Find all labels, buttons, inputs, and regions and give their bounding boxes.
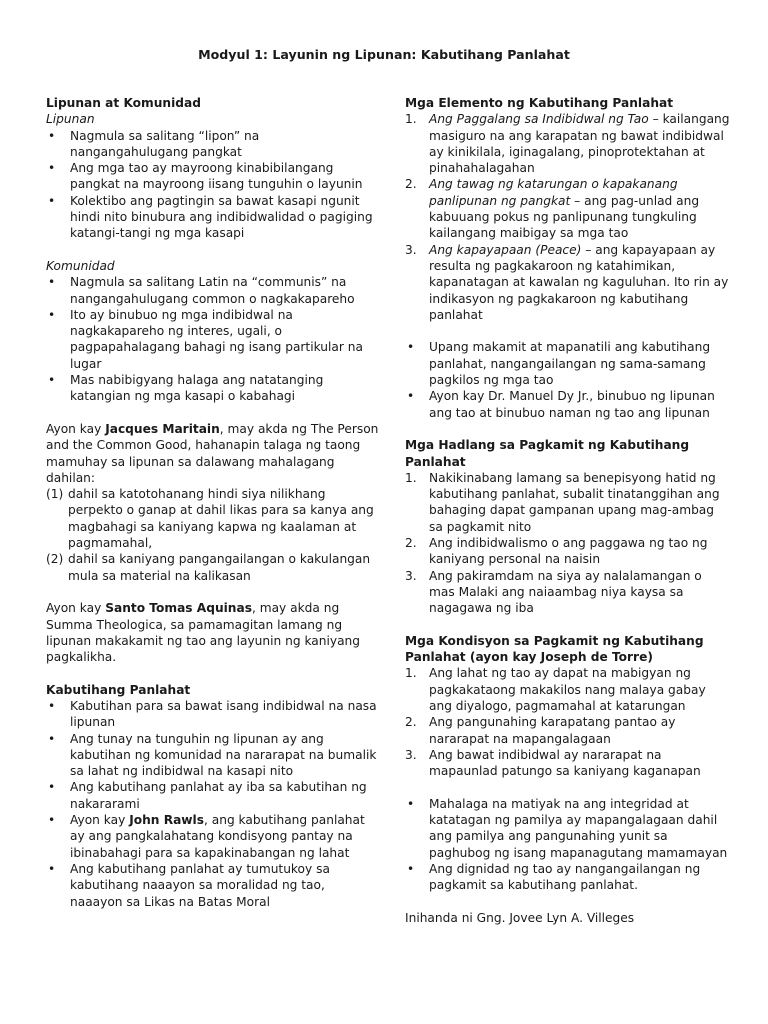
- left-column: [46, 95, 381, 910]
- item-number: 1.: [405, 470, 417, 485]
- maritain-text: , may akda ng The Person and the Common Good, hahanapin talaga ng taong mamuhay sa lipunan sa dalawang mahalagang dahilan:: [46, 421, 379, 485]
- maritain-prefix: Ayon kay: [46, 421, 106, 436]
- item-term: Ang tawag ng katarungan o kapakanang panlipunan ng pangkat: [429, 177, 678, 208]
- list-item: • Mas nabibigyang halaga ang natatanging katangian ng mga kasapi o kabahagi: [46, 372, 381, 405]
- list-item: • Nagmula sa salitang Latin na “communis” na nangangahulugang common o nagkakapareho: [46, 274, 381, 307]
- list-item: • Ayon kay Dr. Manuel Dy Jr., binubuo ng lipunan ang tao at binubuo naman ng tao ang lipunan: [405, 388, 731, 421]
- item-text: Nakikinabang lamang sa benepisyong hatid ng kabutihang panlahat, subalit tinatanggihan ang bahaging dapat gampanan upang mag-ambag sa pagkamit nito: [429, 470, 720, 534]
- item-number: 3.: [405, 242, 417, 257]
- item-text: – ang kapayapaan ay resulta ng pagkakaroon ng katahimikan, kapanatagan at kawalan ng kaguluhan. Ito rin ay indikasyon ng pagkakaroon ng kabutihang panlahat: [429, 242, 729, 322]
- list-item: [405, 747, 731, 780]
- kondisyon-list: [405, 665, 731, 779]
- list-item: • Kolektibo ang pagtingin sa bawat kasapi ngunit hindi nito binubura ang indibidwalidad o pagiging katangi-tangi ng mga kasapi: [46, 193, 381, 242]
- list-item: [405, 176, 731, 241]
- item-number: 3.: [405, 747, 417, 762]
- list-item: [46, 551, 381, 584]
- list-item: [46, 486, 381, 551]
- aquinas-paragraph: [46, 600, 381, 665]
- reason-number: (2): [46, 552, 64, 567]
- item-number: 2.: [405, 715, 417, 730]
- item-text: Ang bawat indibidwal ay nararapat na mapaunlad patungo sa kaniyang kaganapan: [429, 747, 701, 779]
- subheading-lipunan: Lipunan: [46, 112, 95, 127]
- right-column: [405, 95, 731, 926]
- item-term: Ang kapayapaan (Peace): [429, 242, 582, 257]
- item-number: 2.: [405, 536, 417, 551]
- rawls-prefix: Ayon kay: [70, 813, 130, 828]
- komunidad-list: [46, 274, 381, 404]
- item-text: Ang indibidwalismo o ang paggawa ng tao ng kaniyang personal na naisin: [429, 536, 708, 567]
- list-item: • Ang mga tao ay mayroong kinabibilangang pangkat na mayroong iisang tunguhin o layunin: [46, 160, 381, 193]
- heading-hadlang: Mga Hadlang sa Pagkamit ng Kabutihang Panlahat: [405, 438, 690, 469]
- list-item: • Kabutihan para sa bawat isang indibidwal na nasa lipunan: [46, 698, 381, 731]
- heading-kabutihang-panlahat: Kabutihang Panlahat: [46, 682, 191, 697]
- maritain-name: Jacques Maritain: [105, 421, 220, 436]
- list-item: • Ang tunay na tunguhin ng lipunan ay ang kabutihan ng komunidad na nararapat na bumalik sa lahat ng indibidwal na kasapi nito: [46, 731, 381, 780]
- list-item: • Ang kabutihang panlahat ay tumutukoy sa kabutihang naaayon sa moralidad ng tao, naaayon sa Likas na Batas Moral: [46, 861, 381, 910]
- hadlang-list: [405, 470, 731, 617]
- item-text: – ang pag-unlad ang kabuuang pokus ng panlipunang tungkuling kailangang maibigay sa mga tao: [429, 193, 700, 241]
- module-title: Modyul 1: Layunin ng Lipunan: Kabutihang Panlahat: [198, 47, 570, 62]
- prepared-by: Inihanda ni Gng. Jovee Lyn A. Villeges: [405, 910, 635, 925]
- item-text: Ang lahat ng tao ay dapat na mabigyan ng pagkakataong makakilos nang malaya gabay ang diyalogo, pagmamahal at katarungan: [429, 666, 706, 713]
- aquinas-name: Santo Tomas Aquinas: [105, 601, 252, 616]
- item-text: – kailangang masiguro na ang karapatan ng bawat indibidwal ay kinikilala, iginagalang, pinoprotektahan at pinahahalagahan: [429, 112, 730, 176]
- list-item: [405, 665, 731, 714]
- heading-kondisyon: Mga Kondisyon sa Pagkamit ng Kabutihang Panlahat (ayon kay Joseph de Torre): [405, 633, 704, 665]
- subheading-komunidad: Komunidad: [46, 258, 115, 273]
- item-number: 3.: [405, 568, 417, 583]
- list-item: • Ang dignidad ng tao ay nangangailangan ng pagkamit sa kabutihang panlahat.: [405, 861, 731, 894]
- list-item: [405, 535, 731, 568]
- rawls-name: John Rawls: [129, 813, 204, 828]
- list-item: [405, 568, 731, 617]
- list-item: [46, 812, 381, 861]
- item-number: 1.: [405, 666, 417, 681]
- maritain-paragraph: [46, 421, 381, 486]
- kondisyon-bullets: [405, 796, 731, 894]
- list-item: • Nagmula sa salitang “lipon” na nangangahulugang pangkat: [46, 128, 381, 161]
- elemento-list: [405, 111, 731, 323]
- list-item: • Ito ay binubuo ng mga indibidwal na nagkakapareho ng interes, ugali, o pagpapahalagang bahagi ng isang partikular na lugar: [46, 307, 381, 372]
- heading-lipunan-komunidad: Lipunan at Komunidad: [46, 96, 201, 110]
- item-number: 2.: [405, 177, 417, 192]
- list-item: [405, 111, 731, 176]
- list-item: [405, 470, 731, 535]
- elemento-bullets: [405, 339, 731, 420]
- reason-text: dahil sa katotohanang hindi siya nilikhang perpekto o ganap at dahil likas para sa kanya ang magbahagi sa kaniyang kapwa ng kaalaman at pagmamahal,: [68, 487, 374, 551]
- heading-elemento: Mga Elemento ng Kabutihang Panlahat: [405, 96, 674, 110]
- list-item: • Mahalaga na matiyak na ang integridad at katatagan ng pamilya ay mapangalagaan dahil ang pamilya ang pangunahing yunit sa paghubog ng isang mapanagutang mamamayan: [405, 796, 731, 861]
- rawls-text: , ang kabutihang panlahat ay ang pangkalahatang kondisyong pantay na ibinabahagi para sa kapakinabangan ng lahat: [70, 813, 365, 860]
- item-text: Ang pangunahing karapatang pantao ay nararapat na mapangalagaan: [429, 715, 676, 746]
- aquinas-prefix: Ayon kay: [46, 601, 106, 616]
- lipunan-list: [46, 128, 381, 242]
- list-item: • Upang makamit at mapanatili ang kabutihang panlahat, nangangailangan ng sama-samang pagkilos ng mga tao: [405, 339, 731, 388]
- list-item: [405, 714, 731, 747]
- maritain-reasons: [46, 486, 381, 584]
- item-text: Ang pakiramdam na siya ay nalalamangan o mas Malaki ang naiaambag niya kaysa sa nagagawa ng iba: [429, 568, 702, 616]
- reason-text: dahil sa kaniyang pangangailangan o kakulangan mula sa material na kalikasan: [68, 552, 371, 583]
- item-number: 1.: [405, 112, 417, 127]
- list-item: [405, 242, 731, 323]
- list-item: • Ang kabutihang panlahat ay iba sa kabutihan ng nakararami: [46, 779, 381, 812]
- kabutihang-panlahat-list: [46, 698, 381, 910]
- reason-number: (1): [46, 487, 64, 502]
- aquinas-text: , may akda ng Summa Theologica, sa pamamagitan lamang ng lipunan makakamit ng tao ang layunin ng kaniyang pagkalikha.: [46, 601, 361, 665]
- item-term: Ang Paggalang sa Indibidwal ng Tao: [429, 112, 649, 127]
